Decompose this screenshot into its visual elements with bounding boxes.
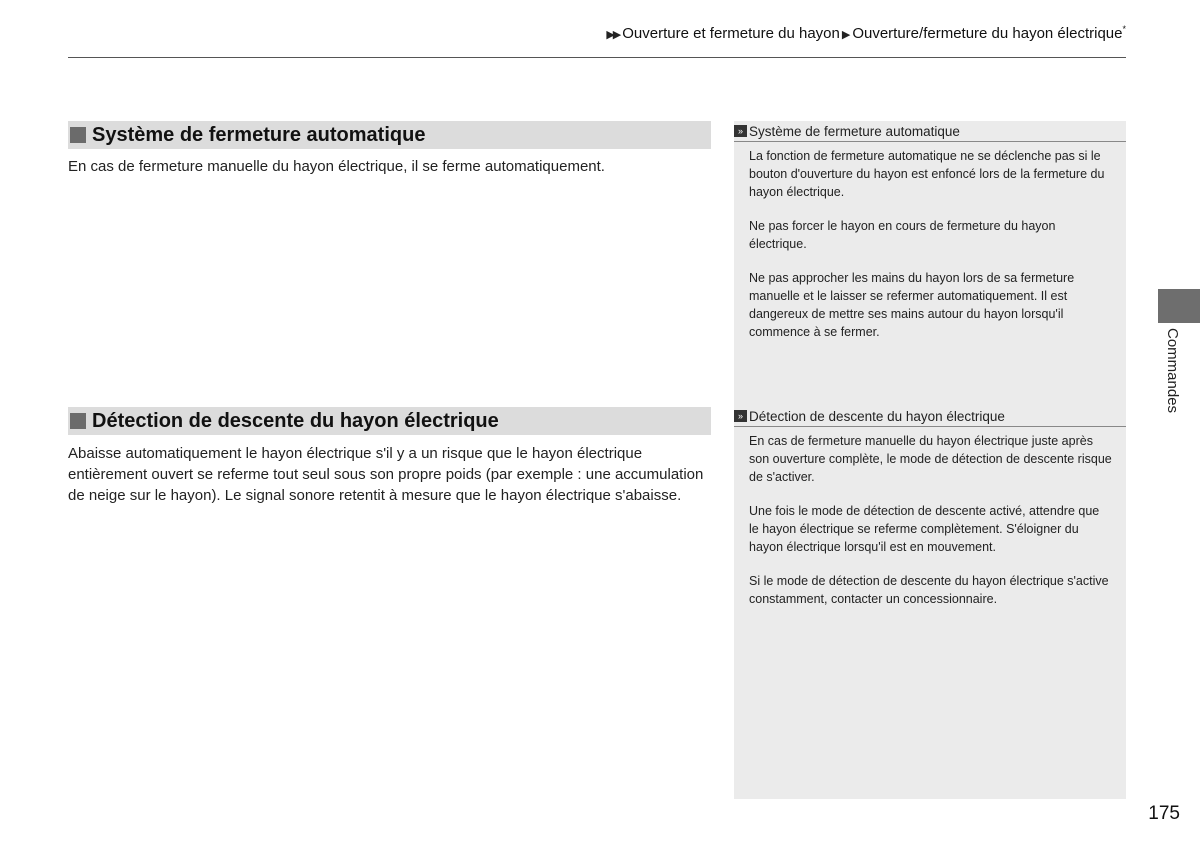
section-header-descent-detection [68,407,711,435]
section-body-descent-detection: Abaisse automatiquement le hayon électrique s'il y a un risque que le hayon électrique entièrement ouvert se referme tout seul sous son propre poids (par exemple : une accumulation de neige sur le hayon). Le signal sonore retentit à mesure que le hayon électrique s'abaisse. [68,445,704,504]
note-paragraph: En cas de fermeture manuelle du hayon électrique juste après son ouverture complète, le mode de détection de descente risque de s'activer. [749,434,1112,484]
note-arrow-icon: » [734,125,747,137]
chapter-tab-label: Commandes [1164,328,1181,414]
note-title [734,406,1126,427]
breadcrumb [606,24,1126,42]
note-descent-detection [734,406,1126,608]
note-title [734,121,1126,142]
note-arrow-icon: » [734,410,747,422]
note-automatic-closing [734,121,1126,341]
square-bullet-icon [70,127,86,143]
header-rule [68,57,1126,58]
section-title: Détection de descente du hayon électrique [92,409,499,432]
section-title: Système de fermeture automatique [92,123,426,146]
page-number: 175 [1148,803,1180,824]
breadcrumb-part-1: Ouverture et fermeture du hayon [622,25,840,42]
section-body-automatic-closing: En cas de fermeture manuelle du hayon électrique, il se ferme automatiquement. [68,158,605,175]
double-arrow-icon: ▶▶ [606,29,620,41]
note-paragraph: Ne pas approcher les mains du hayon lors de sa fermeture manuelle et le laisser se refermer automatiquement. Il est dangereux de mettre ses mains autour du hayon lorsqu'il commence à se fermer. [749,271,1075,339]
breadcrumb-part-2: Ouverture/fermeture du hayon électrique [852,25,1123,42]
note-paragraph: Ne pas forcer le hayon en cours de fermeture du hayon électrique. [749,219,1056,251]
section-header-automatic-closing [68,121,711,149]
note-paragraph: Si le mode de détection de descente du hayon électrique s'active constamment, contacter un concessionnaire. [749,574,1109,606]
note-title-text: Détection de descente du hayon électrique [749,408,1005,424]
note-paragraph: Une fois le mode de détection de descente activé, attendre que le hayon électrique se referme complètement. S'éloigner du hayon électrique lorsqu'il est en mouvement. [749,504,1100,554]
note-title-text: Système de fermeture automatique [749,123,960,139]
chapter-tab [1158,289,1200,323]
square-bullet-icon [70,413,86,429]
breadcrumb-marker: * [1122,24,1126,34]
note-paragraph: La fonction de fermeture automatique ne se déclenche pas si le bouton d'ouverture du hayon est enfoncé lors de la fermeture du hayon électrique. [749,149,1105,199]
arrow-icon: ▶ [841,29,851,41]
